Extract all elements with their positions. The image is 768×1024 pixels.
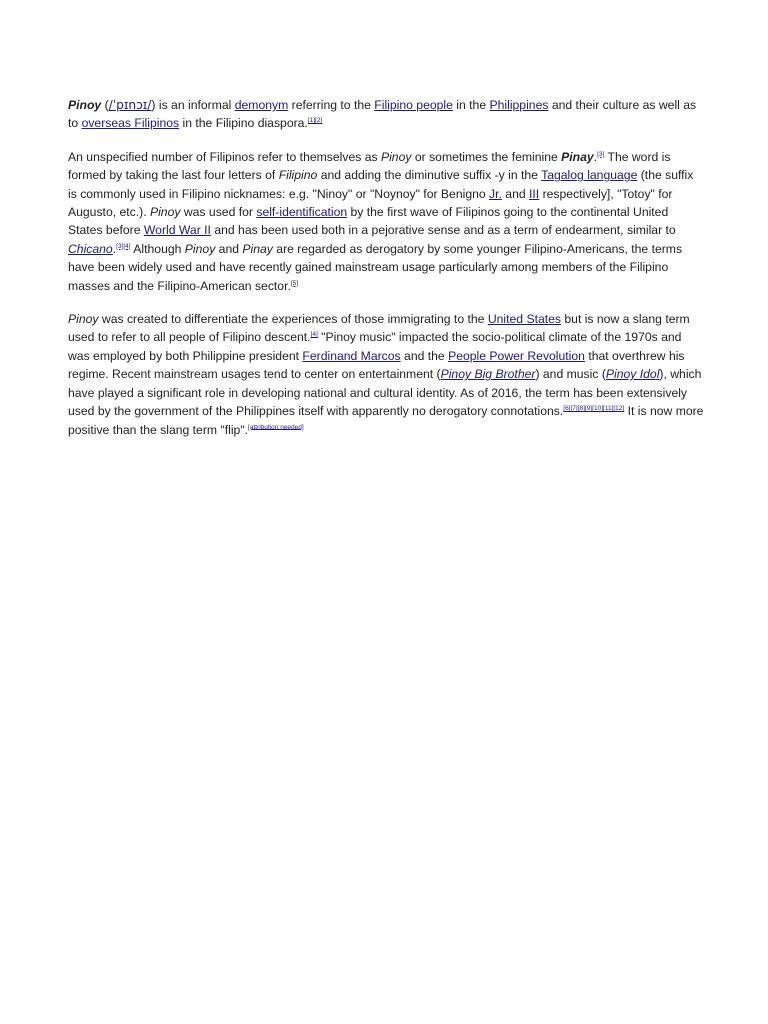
- text: ) is an informal: [151, 98, 235, 112]
- link-filipino-people[interactable]: Filipino people: [374, 98, 453, 112]
- text: ) and music (: [535, 367, 606, 382]
- link-chicano[interactable]: [68, 242, 113, 256]
- text: are regarded as derogatory by some younger Filipino-Americans, the terms have been widely used and have recently gained mainstream usage particularly among members of the Filipino masses and the Filipino-American sector.: [68, 241, 683, 293]
- text: or sometimes the feminine: [411, 149, 562, 164]
- ipa-pronunciation-link[interactable]: /ˈpɪnɔɪ/: [108, 98, 152, 112]
- term-pinoy: Pinoy: [68, 312, 99, 327]
- reference-link[interactable]: [5]: [290, 279, 299, 287]
- link-pinoy-idol[interactable]: [606, 367, 660, 381]
- text: and adding the diminutive suffix -y in the: [317, 168, 542, 183]
- link-demonym[interactable]: demonym: [234, 98, 289, 112]
- text: and has been used both in a pejorative sense and as a term of endearment, similar to: [210, 223, 676, 238]
- text: was created to differentiate the experiences of those immigrating to the: [98, 312, 488, 327]
- text: by the first wave of Filipinos going to the continental United States before: [68, 205, 669, 238]
- link-pinoy-big-brother[interactable]: [441, 367, 536, 381]
- text: Although: [130, 241, 185, 256]
- text: .: [112, 241, 117, 256]
- term-pinay: Pinay: [242, 241, 273, 256]
- text: (the suffix is commonly used in Filipino nicknames: e.g. "Ninoy" or "Noynoy" for Benigno: [68, 168, 694, 201]
- reference-link[interactable]: [3][4]: [116, 242, 131, 250]
- term-pinoy: Pinoy: [184, 241, 216, 256]
- article-body: [68, 96, 704, 454]
- link-overseas-filipinos[interactable]: overseas Filipinos: [81, 116, 180, 131]
- reference-link[interactable]: [6][7][8][9][10][11][12]: [563, 405, 625, 413]
- link-people-power-revolution[interactable]: People Power Revolution: [448, 348, 585, 363]
- term-pinoy: Pinoy: [149, 205, 181, 220]
- paragraph-2: [68, 148, 704, 295]
- text: and their culture as well as to: [68, 98, 697, 131]
- text: respectively], "Totoy" for Augusto, etc.).: [68, 186, 673, 220]
- paragraph-1: [68, 96, 704, 133]
- reference-link[interactable]: [3]: [597, 150, 605, 158]
- text: .: [593, 149, 598, 164]
- text: in the Filipino diaspora.: [179, 116, 308, 131]
- link-united-states[interactable]: United States: [487, 312, 561, 327]
- link-philippines[interactable]: Philippines: [489, 98, 549, 112]
- link-jr[interactable]: Jr.: [489, 186, 502, 201]
- term-pinoy-big-brother: Pinoy Big Brother: [440, 367, 536, 382]
- link-self-identification[interactable]: self-identification: [256, 205, 348, 220]
- text: but is now a slang term used to refer to all people of Filipino descent.: [68, 312, 690, 345]
- link-world-war-ii[interactable]: World War II: [143, 223, 211, 238]
- reference-link[interactable]: [4]: [310, 331, 318, 339]
- text: that overthrew his regime. Recent mainstream usages tend to center on entertainment (: [68, 348, 685, 382]
- term-pinoy: Pinoy: [380, 149, 412, 164]
- text: An unspecified number of Filipinos refer to themselves as: [68, 149, 381, 164]
- text: and: [215, 241, 243, 256]
- link-ferdinand-marcos[interactable]: Ferdinand Marcos: [302, 348, 401, 363]
- text: in the: [452, 98, 490, 112]
- term-pinoy: Pinoy: [68, 98, 102, 112]
- term-pinay: Pinay: [561, 149, 594, 164]
- term-pinoy-idol: Pinoy Idol: [605, 367, 660, 382]
- text: was used for: [180, 205, 257, 220]
- attribution-needed-link[interactable]: [attribution needed]: [248, 423, 304, 431]
- link-tagalog-language[interactable]: Tagalog language: [541, 168, 638, 183]
- text: (: [101, 98, 109, 112]
- text: ), which have played a significant role in developing national and cultural identity. As of 2016, the term has been extensively used by the government of the Philippines itself with apparently no derogatory connotations.: [68, 367, 702, 419]
- text: It is now more positive than the slang term "flip".: [68, 404, 704, 437]
- text: referring to the: [288, 98, 375, 112]
- term-filipino: Filipino: [278, 168, 318, 183]
- text: The word is formed by taking the last four letters of: [68, 149, 671, 183]
- text: "Pinoy music" impacted the socio-political climate of the 1970s and was employed by both Philippine president: [68, 330, 682, 363]
- reference-link[interactable]: [1][2]: [307, 117, 323, 125]
- paragraph-3: [68, 310, 704, 439]
- text: and: [501, 186, 530, 201]
- link-iii[interactable]: III: [529, 186, 540, 201]
- text: and the: [400, 348, 449, 363]
- term-chicano: Chicano: [68, 241, 113, 256]
